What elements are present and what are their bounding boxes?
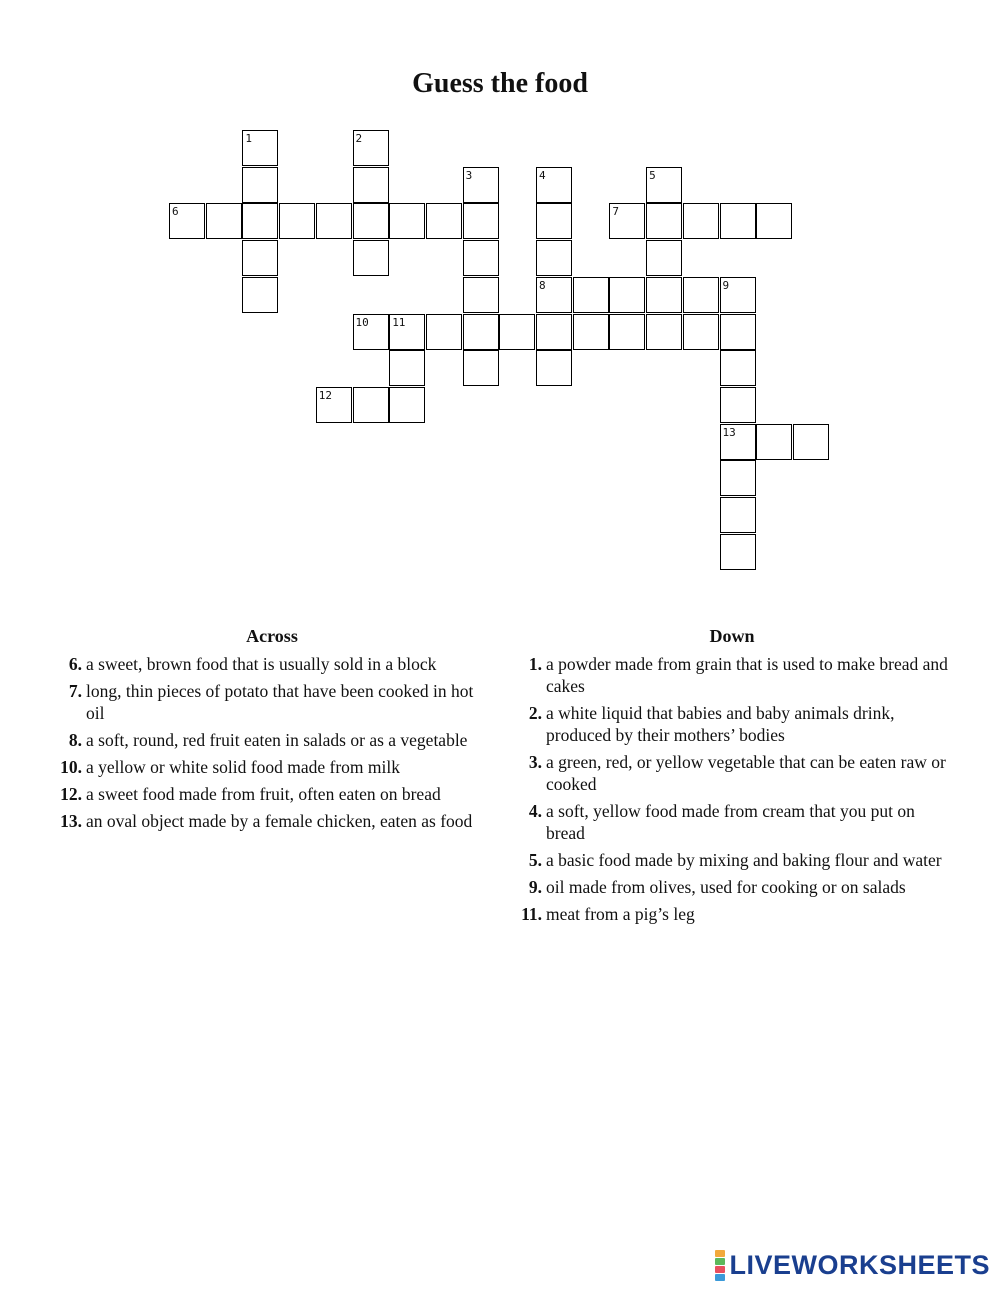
- crossword-cell[interactable]: [720, 424, 756, 460]
- crossword-cell[interactable]: [353, 387, 389, 423]
- crossword-cell[interactable]: [316, 387, 352, 423]
- across-heading: Across: [246, 626, 298, 646]
- crossword-cell[interactable]: [463, 277, 499, 313]
- clue-text: meat from a pig’s leg: [546, 904, 695, 924]
- crossword-cell[interactable]: [499, 314, 535, 350]
- clue-number: 11.: [521, 904, 542, 924]
- crossword-cell[interactable]: [756, 203, 792, 239]
- cell-number: 4: [539, 168, 546, 182]
- clue-text: a sweet, brown food that is usually sold in a block: [86, 654, 437, 674]
- crossword-cell[interactable]: [646, 240, 682, 276]
- down-clue: [512, 876, 952, 898]
- clue-number: 9.: [528, 877, 542, 897]
- clue-number: 3.: [528, 752, 542, 772]
- crossword-cell[interactable]: [463, 167, 499, 203]
- crossword-cell[interactable]: [536, 314, 572, 350]
- clue-text: oil made from olives, used for cooking or on salads: [546, 877, 906, 897]
- crossword-cell[interactable]: [720, 387, 756, 423]
- crossword-cell[interactable]: [279, 203, 315, 239]
- cell-number: 7: [612, 205, 620, 219]
- crossword-cell[interactable]: [536, 167, 572, 203]
- cell-number: 2: [355, 132, 363, 145]
- cell-number: 3: [465, 168, 473, 182]
- crossword-cell[interactable]: [720, 277, 756, 313]
- crossword-cell[interactable]: [536, 203, 572, 239]
- crossword-cell[interactable]: [573, 277, 609, 313]
- crossword-cell[interactable]: [353, 203, 389, 239]
- crossword-cell[interactable]: [609, 314, 645, 350]
- crossword-cell[interactable]: [646, 277, 682, 313]
- brand-blocks-icon: [715, 1250, 725, 1281]
- across-clue: [52, 783, 492, 805]
- across-clue: [52, 653, 492, 675]
- crossword-cell[interactable]: [353, 314, 389, 350]
- cell-number: 12: [318, 388, 333, 402]
- crossword-cell[interactable]: [353, 130, 389, 166]
- clue-text: a sweet food made from fruit, often eaten on bread: [86, 784, 441, 804]
- down-clues: [512, 626, 952, 930]
- crossword-cell[interactable]: [573, 314, 609, 350]
- worksheet-title: Guess the food: [412, 68, 588, 99]
- crossword-cell[interactable]: [242, 167, 278, 203]
- crossword-cell[interactable]: [463, 240, 499, 276]
- cell-number: 6: [172, 205, 179, 219]
- clue-text: a white liquid that babies and baby animals drink, produced by their mothers’ bodies: [546, 703, 895, 745]
- crossword-cell[interactable]: [426, 314, 462, 350]
- crossword-cell[interactable]: [646, 203, 682, 239]
- crossword-cell[interactable]: [463, 203, 499, 239]
- clue-number: 8.: [68, 730, 82, 750]
- crossword-cell[interactable]: [720, 497, 756, 533]
- across-clue: [52, 756, 492, 778]
- crossword-cell[interactable]: [683, 203, 719, 239]
- crossword-cell[interactable]: [242, 277, 278, 313]
- down-clue: [512, 751, 952, 795]
- crossword-cell[interactable]: [536, 350, 572, 386]
- clue-number: 10.: [60, 757, 82, 777]
- cell-number: 5: [649, 168, 656, 182]
- clue-text: a basic food made by mixing and baking flour and water: [546, 850, 942, 870]
- down-clue: [512, 903, 952, 925]
- across-clue: [52, 729, 492, 751]
- crossword-cell[interactable]: [206, 203, 242, 239]
- clue-text: long, thin pieces of potato that have been cooked in hot oil: [86, 681, 474, 723]
- crossword-cell[interactable]: [353, 167, 389, 203]
- cell-number: 10: [355, 315, 369, 329]
- crossword-cell[interactable]: [389, 314, 425, 350]
- clue-text: a soft, yellow food made from cream that you put on bread: [546, 801, 915, 843]
- crossword-cell[interactable]: [463, 350, 499, 386]
- clue-number: 5.: [528, 850, 542, 870]
- crossword-grid: [0, 0, 1000, 600]
- across-clue: [52, 680, 492, 724]
- cell-number: 8: [539, 278, 546, 292]
- clue-number: 2.: [528, 703, 542, 723]
- crossword-cell[interactable]: [720, 350, 756, 386]
- crossword-cell[interactable]: [720, 314, 756, 350]
- crossword-cell[interactable]: [646, 314, 682, 350]
- clue-number: 12.: [60, 784, 82, 804]
- crossword-cell[interactable]: [609, 203, 645, 239]
- crossword-cell[interactable]: [793, 424, 829, 460]
- crossword-cell[interactable]: [426, 203, 462, 239]
- clue-text: a soft, round, red fruit eaten in salads or as a vegetable: [86, 730, 468, 750]
- crossword-cell[interactable]: [169, 203, 205, 239]
- clue-text: a yellow or white solid food made from milk: [86, 757, 400, 777]
- crossword-cell[interactable]: [536, 277, 572, 313]
- crossword-cell[interactable]: [463, 314, 499, 350]
- crossword-cell[interactable]: [756, 424, 792, 460]
- crossword-cell[interactable]: [242, 130, 278, 166]
- crossword-cell[interactable]: [720, 203, 756, 239]
- crossword-cell[interactable]: [683, 277, 719, 313]
- clue-number: 1.: [528, 654, 542, 674]
- down-clue: [512, 653, 952, 697]
- clue-text: an oval object made by a female chicken, eaten as food: [86, 811, 473, 831]
- liveworksheets-logo: [715, 1250, 990, 1281]
- clue-number: 7.: [68, 681, 82, 701]
- cell-number: 1: [245, 132, 253, 145]
- crossword-cell[interactable]: [353, 240, 389, 276]
- across-clues: [52, 626, 492, 837]
- cell-number: 13: [722, 425, 736, 439]
- crossword-cell[interactable]: [389, 387, 425, 423]
- clue-text: a green, red, or yellow vegetable that can be eaten raw or cooked: [546, 752, 946, 794]
- clue-number: 4.: [528, 801, 542, 821]
- cell-number: 11: [392, 315, 406, 329]
- clue-text: a powder made from grain that is used to make bread and cakes: [546, 654, 948, 696]
- crossword-cell[interactable]: [242, 203, 278, 239]
- crossword-cell[interactable]: [720, 534, 756, 570]
- clue-number: 6.: [68, 654, 82, 674]
- crossword-cell[interactable]: [389, 350, 425, 386]
- across-clue: [52, 810, 492, 832]
- crossword-cell[interactable]: [609, 277, 645, 313]
- down-heading: Down: [709, 626, 755, 646]
- clue-number: 13.: [60, 811, 82, 831]
- down-clue: [512, 800, 952, 844]
- crossword-cell[interactable]: [536, 240, 572, 276]
- crossword-cell[interactable]: [720, 460, 756, 496]
- brand-text: LIVEWORKSHEETS: [729, 1250, 990, 1280]
- cell-number: 9: [722, 278, 730, 292]
- crossword-cell[interactable]: [242, 240, 278, 276]
- crossword-cell[interactable]: [316, 203, 352, 239]
- crossword-cell[interactable]: [683, 314, 719, 350]
- down-clue: [512, 849, 952, 871]
- crossword-cell[interactable]: [646, 167, 682, 203]
- crossword-cell[interactable]: [389, 203, 425, 239]
- down-clue: [512, 702, 952, 746]
